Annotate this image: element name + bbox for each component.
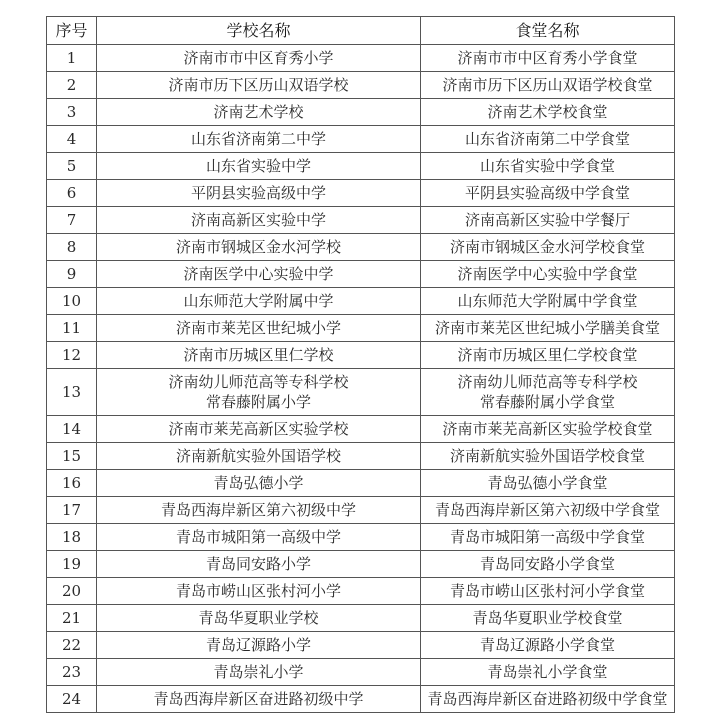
school-name-line: 济南市钢城区金水河学校: [175, 238, 341, 256]
table-row: [47, 659, 675, 686]
table-row: [47, 45, 675, 72]
table-row: [47, 180, 675, 207]
header-index: 序号: [47, 17, 97, 45]
school-name-line: 青岛西海岸新区奋进路初级中学: [153, 690, 364, 708]
cell-canteen-name: [421, 416, 675, 443]
table-row: [47, 126, 675, 153]
cell-canteen-name: [421, 99, 675, 126]
table-row: [47, 497, 675, 524]
school-name-line: 青岛弘德小学: [213, 474, 304, 492]
cell-canteen-name: [421, 497, 675, 524]
cell-index: 5: [47, 153, 97, 180]
school-name-line: 常春藤附属小学: [205, 393, 311, 411]
cell-canteen-name: [421, 126, 675, 153]
cell-canteen-name: [421, 234, 675, 261]
cell-school-name: [97, 207, 421, 234]
cell-school-name: [97, 578, 421, 605]
table-row: [47, 288, 675, 315]
table-row: [47, 72, 675, 99]
cell-canteen-name: [421, 369, 675, 416]
table-row: [47, 686, 675, 713]
table-body: [47, 45, 675, 713]
table-row: [47, 207, 675, 234]
cell-index: 19: [47, 551, 97, 578]
table-row: [47, 551, 675, 578]
cell-canteen-name: [421, 605, 675, 632]
cell-index: 12: [47, 342, 97, 369]
cell-school-name: [97, 234, 421, 261]
table-row: [47, 234, 675, 261]
table-row: [47, 605, 675, 632]
cell-canteen-name: [421, 288, 675, 315]
canteen-name-line: 青岛同安路小学食堂: [479, 555, 615, 573]
cell-index: 4: [47, 126, 97, 153]
table-row: [47, 632, 675, 659]
cell-index: 20: [47, 578, 97, 605]
cell-canteen-name: [421, 45, 675, 72]
cell-index: 16: [47, 470, 97, 497]
school-name-line: 济南市莱芜高新区实验学校: [168, 420, 349, 438]
school-name-line: 青岛西海岸新区第六初级中学: [160, 501, 356, 519]
cell-canteen-name: [421, 632, 675, 659]
table-row: [47, 261, 675, 288]
school-name-line: 济南市莱芜区世纪城小学: [175, 319, 341, 337]
school-name-line: 青岛辽源路小学: [205, 636, 311, 654]
canteen-name-line: 济南市市中区育秀小学食堂: [457, 49, 638, 67]
cell-canteen-name: [421, 261, 675, 288]
canteen-name-line: 山东师范大学附属中学食堂: [457, 292, 638, 310]
cell-school-name: [97, 72, 421, 99]
cell-school-name: [97, 99, 421, 126]
cell-canteen-name: [421, 686, 675, 713]
table-row: [47, 524, 675, 551]
school-name-line: 济南高新区实验中学: [190, 211, 326, 229]
school-name-line: 济南新航实验外国语学校: [175, 447, 341, 465]
cell-canteen-name: [421, 315, 675, 342]
canteen-name-line: 济南艺术学校食堂: [487, 103, 608, 121]
canteen-name-line: 山东省济南第二中学食堂: [464, 130, 630, 148]
school-name-line: 青岛市城阳第一高级中学: [175, 528, 341, 546]
canteen-name-line: 青岛市城阳第一高级中学食堂: [449, 528, 645, 546]
cell-school-name: [97, 524, 421, 551]
cell-index: 10: [47, 288, 97, 315]
school-name-line: 济南幼儿师范高等专科学校: [168, 373, 349, 391]
cell-index: 11: [47, 315, 97, 342]
school-name-line: 青岛华夏职业学校: [198, 609, 319, 627]
school-name-line: 山东师范大学附属中学: [183, 292, 334, 310]
cell-index: 9: [47, 261, 97, 288]
school-name-line: 济南市历下区历山双语学校: [168, 76, 349, 94]
school-name-line: 青岛同安路小学: [205, 555, 311, 573]
cell-canteen-name: [421, 342, 675, 369]
school-name-line: 青岛市崂山区张村河小学: [175, 582, 341, 600]
cell-school-name: [97, 315, 421, 342]
cell-index: 17: [47, 497, 97, 524]
canteen-name-line: 青岛西海岸新区奋进路初级中学食堂: [427, 690, 668, 708]
cell-index: 7: [47, 207, 97, 234]
canteen-name-line: 青岛华夏职业学校食堂: [472, 609, 623, 627]
canteen-name-line: 济南医学中心实验中学食堂: [457, 265, 638, 283]
school-name-line: 济南医学中心实验中学: [183, 265, 334, 283]
cell-school-name: [97, 288, 421, 315]
cell-school-name: [97, 659, 421, 686]
cell-school-name: [97, 551, 421, 578]
cell-school-name: [97, 497, 421, 524]
cell-canteen-name: [421, 443, 675, 470]
cell-index: 22: [47, 632, 97, 659]
cell-index: 21: [47, 605, 97, 632]
canteen-name-line: 青岛辽源路小学食堂: [479, 636, 615, 654]
canteen-name-line: 济南市历城区里仁学校食堂: [457, 346, 638, 364]
cell-school-name: [97, 470, 421, 497]
school-name-line: 山东省实验中学: [205, 157, 311, 175]
school-name-line: 青岛崇礼小学: [213, 663, 304, 681]
cell-school-name: [97, 126, 421, 153]
cell-index: 24: [47, 686, 97, 713]
document-page: [46, 16, 674, 713]
canteen-name-line: 济南市钢城区金水河学校食堂: [449, 238, 645, 256]
table-row: [47, 369, 675, 416]
canteen-name-line: 青岛市崂山区张村河小学食堂: [449, 582, 645, 600]
table-row: [47, 416, 675, 443]
cell-canteen-name: [421, 659, 675, 686]
table-row: [47, 578, 675, 605]
header-canteen-name: 食堂名称: [421, 17, 675, 45]
table-row: [47, 342, 675, 369]
school-name-line: 济南市历城区里仁学校: [183, 346, 334, 364]
table-header-row: [47, 17, 675, 45]
header-school-name: 学校名称: [97, 17, 421, 45]
cell-school-name: [97, 686, 421, 713]
cell-index: 8: [47, 234, 97, 261]
cell-school-name: [97, 605, 421, 632]
table-row: [47, 470, 675, 497]
cell-school-name: [97, 443, 421, 470]
school-name-line: 山东省济南第二中学: [190, 130, 326, 148]
cell-canteen-name: [421, 72, 675, 99]
canteen-name-line: 青岛崇礼小学食堂: [487, 663, 608, 681]
cell-canteen-name: [421, 524, 675, 551]
canteen-name-line: 平阴县实验高级中学食堂: [464, 184, 630, 202]
school-name-line: 济南市市中区育秀小学: [183, 49, 334, 67]
canteen-name-line: 济南高新区实验中学餐厅: [464, 211, 630, 229]
school-name-line: 济南艺术学校: [213, 103, 304, 121]
cell-school-name: [97, 261, 421, 288]
cell-canteen-name: [421, 207, 675, 234]
canteen-name-line: 济南市莱芜高新区实验学校食堂: [442, 420, 653, 438]
table-row: [47, 443, 675, 470]
cell-index: 14: [47, 416, 97, 443]
cell-school-name: [97, 342, 421, 369]
school-name-line: 平阴县实验高级中学: [190, 184, 326, 202]
cell-index: 13: [47, 369, 97, 416]
table-row: [47, 315, 675, 342]
cell-index: 6: [47, 180, 97, 207]
cell-canteen-name: [421, 180, 675, 207]
cell-school-name: [97, 369, 421, 416]
cell-canteen-name: [421, 153, 675, 180]
cell-index: 1: [47, 45, 97, 72]
canteen-name-line: 山东省实验中学食堂: [479, 157, 615, 175]
canteen-name-line: 济南幼儿师范高等专科学校: [457, 373, 638, 391]
cell-school-name: [97, 45, 421, 72]
cell-index: 23: [47, 659, 97, 686]
cell-index: 15: [47, 443, 97, 470]
cell-index: 2: [47, 72, 97, 99]
table-row: [47, 153, 675, 180]
cell-index: 18: [47, 524, 97, 551]
cell-index: 3: [47, 99, 97, 126]
cell-school-name: [97, 632, 421, 659]
canteen-name-line: 青岛弘德小学食堂: [487, 474, 608, 492]
canteen-name-line: 济南市莱芜区世纪城小学膳美食堂: [434, 319, 660, 337]
cell-school-name: [97, 180, 421, 207]
table-row: [47, 99, 675, 126]
cell-canteen-name: [421, 551, 675, 578]
cell-school-name: [97, 416, 421, 443]
canteen-name-line: 青岛西海岸新区第六初级中学食堂: [434, 501, 660, 519]
cell-canteen-name: [421, 470, 675, 497]
canteen-name-line: 济南新航实验外国语学校食堂: [449, 447, 645, 465]
canteen-name-line: 常春藤附属小学食堂: [479, 393, 615, 411]
canteen-name-line: 济南市历下区历山双语学校食堂: [442, 76, 653, 94]
canteen-list-table: [46, 16, 675, 713]
cell-canteen-name: [421, 578, 675, 605]
cell-school-name: [97, 153, 421, 180]
